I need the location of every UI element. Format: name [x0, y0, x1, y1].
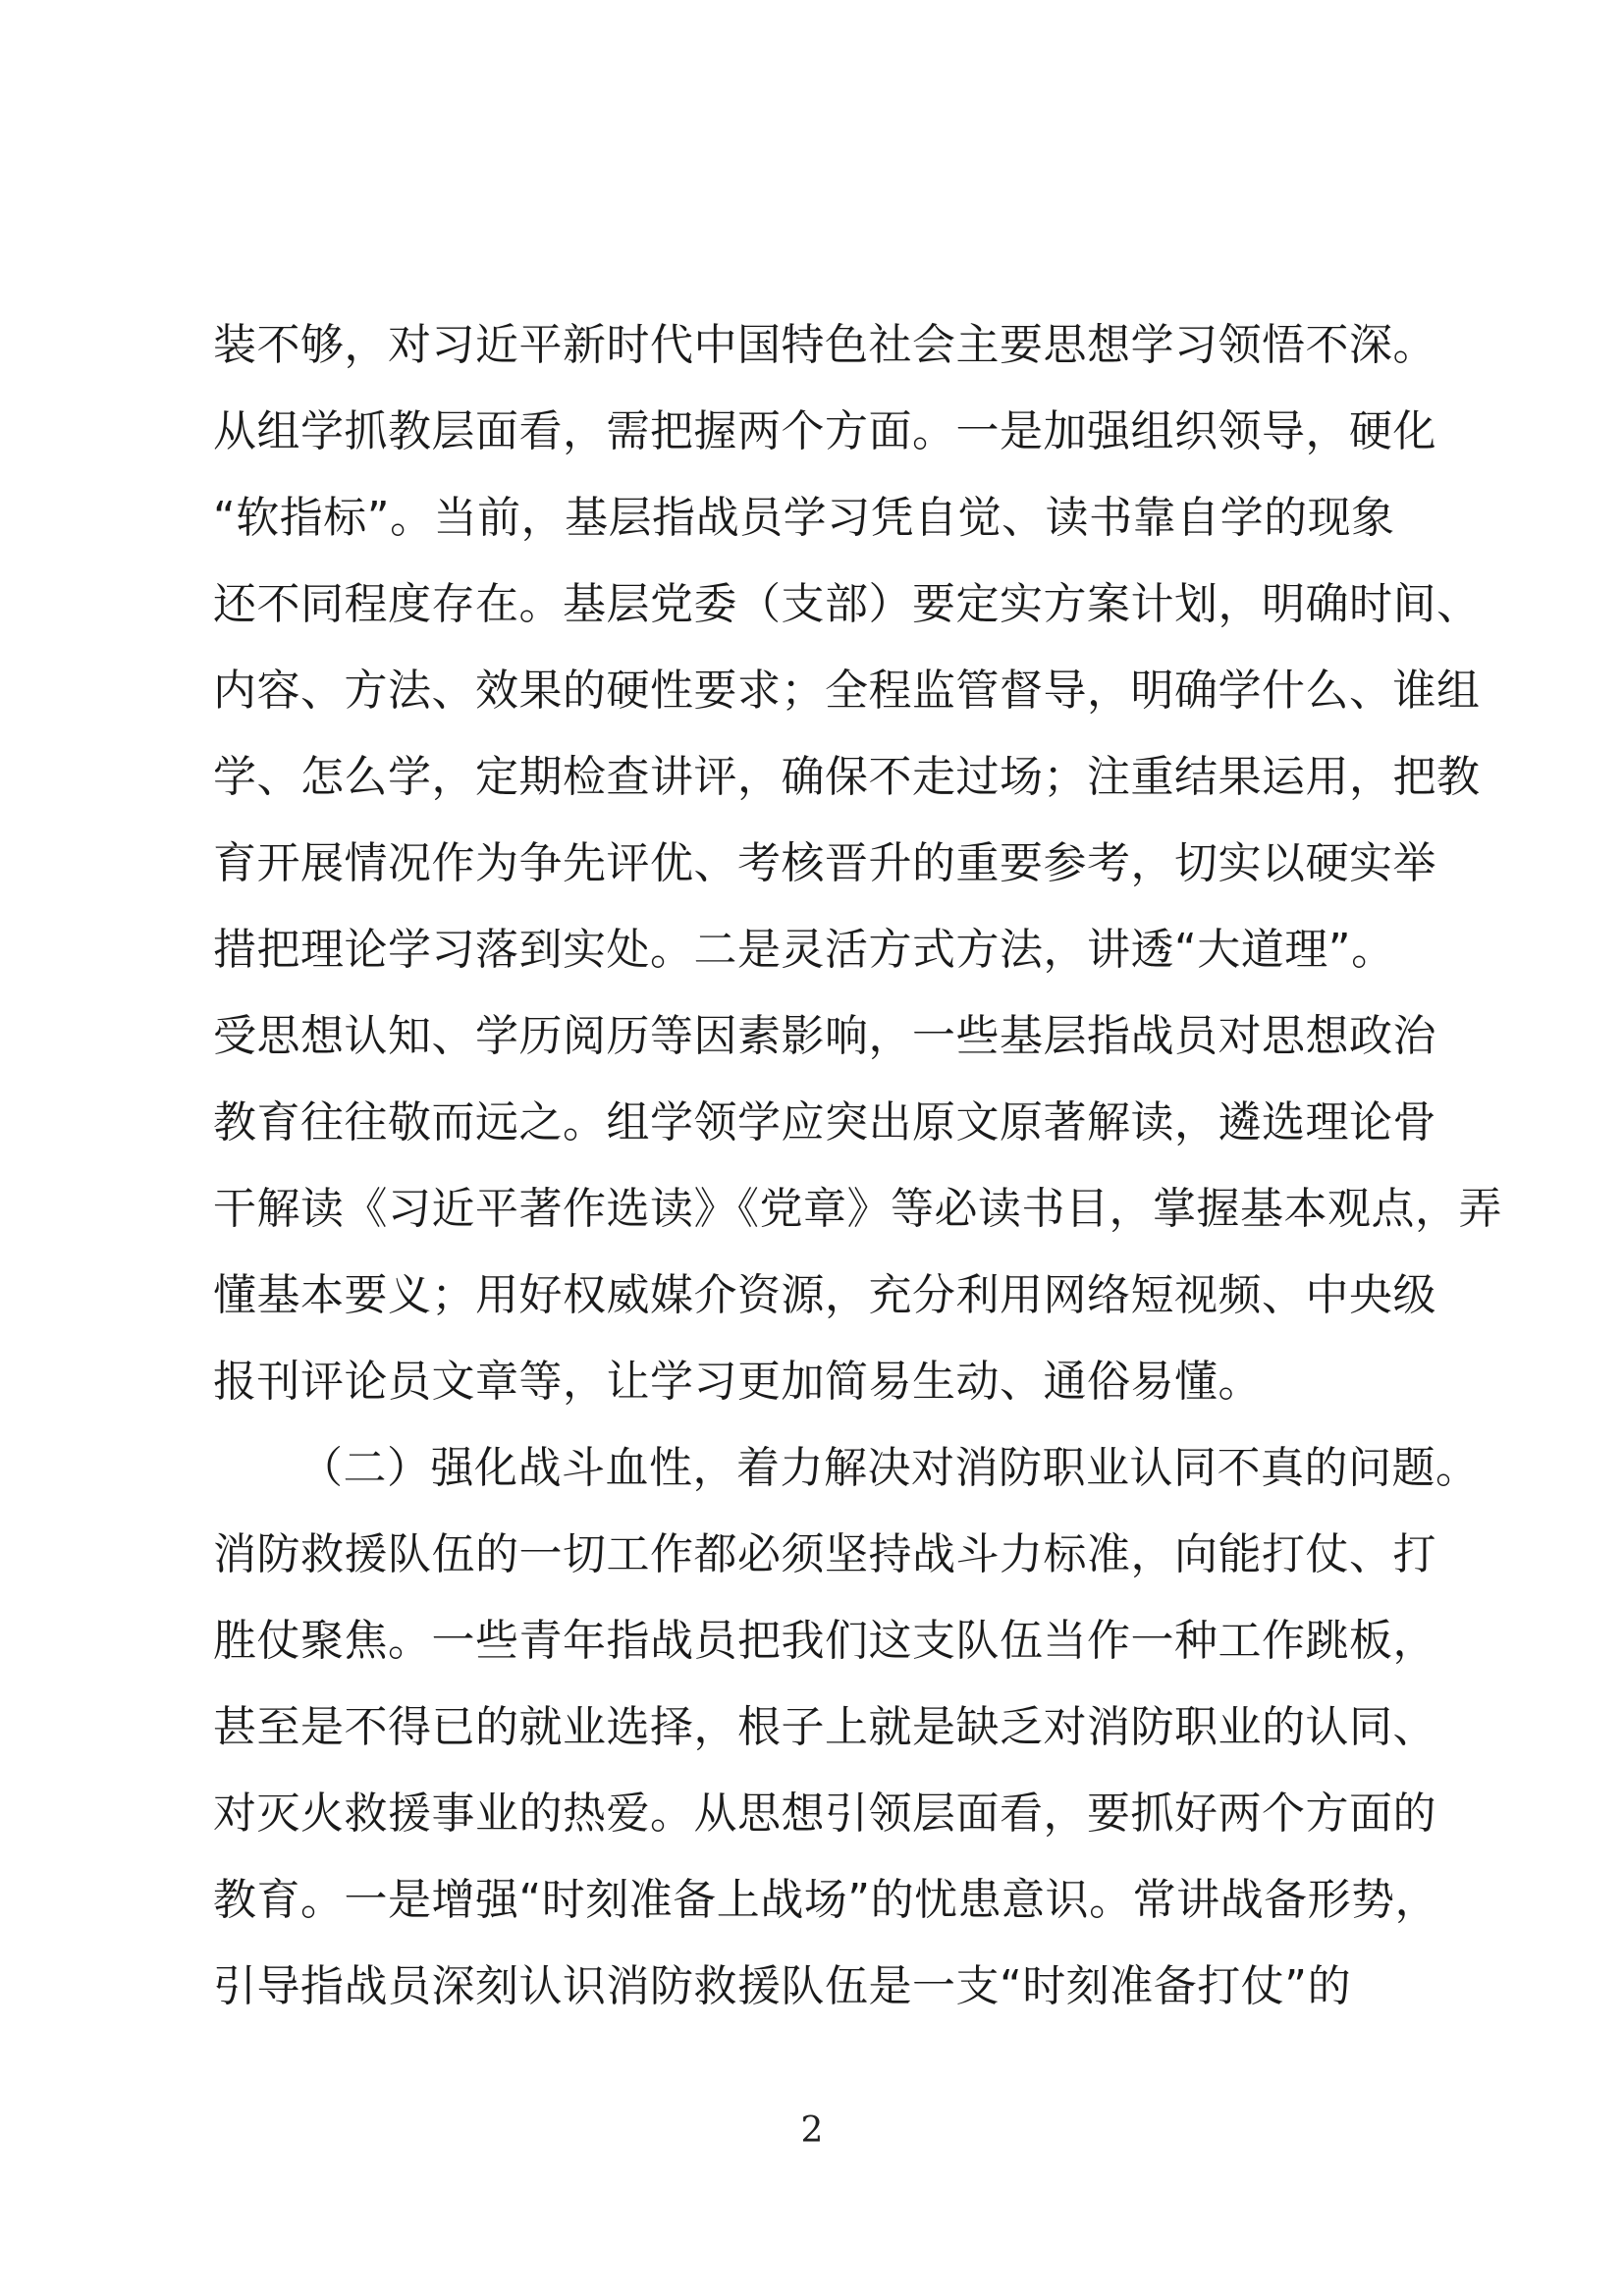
text-line: 教育。一是增强“时刻准备上战场”的忧患意识。常讲战备形势，	[213, 1875, 1439, 1925]
text-line: “软指标”。当前，基层指战员学习凭自觉、读书靠自学的现象	[213, 493, 1395, 543]
text-line: 对灭火救援事业的热爱。从思想引领层面看，要抓好两个方面的	[213, 1789, 1436, 1839]
text-line: 干解读《习近平著作选读》《党章》等必读书目，掌握基本观点，弄	[213, 1184, 1502, 1234]
text-line: 胜仗聚焦。一些青年指战员把我们这支队伍当作一种工作跳板，	[213, 1616, 1436, 1666]
text-line: 受思想认知、学历阅历等因素影响，一些基层指战员对思想政治	[213, 1011, 1436, 1061]
body-text	[213, 302, 1502, 2030]
text-line: 措把理论学习落到实处。二是灵活方式方法，讲透“大道理”。	[213, 925, 1395, 975]
text-line: 从组学抓教层面看，需把握两个方面。一是加强组织领导，硬化	[213, 406, 1436, 456]
text-line: 甚至是不得已的就业选择，根子上就是缺乏对消防职业的认同、	[213, 1702, 1436, 1752]
text-line: 育开展情况作为争先评优、考核晋升的重要参考，切实以硬实举	[213, 838, 1436, 888]
section-heading-line: （二）强化战斗血性，着力解决对消防职业认同不真的问题。	[299, 1443, 1480, 1493]
text-line: 内容、方法、效果的硬性要求；全程监管督导，明确学什么、谁组	[213, 666, 1481, 716]
page-number: 2	[800, 2110, 824, 2151]
text-line: 消防救援队伍的一切工作都必须坚持战斗力标准，向能打仗、打	[213, 1529, 1436, 1579]
text-line: 学、怎么学，定期检查讲评，确保不走过场；注重结果运用，把教	[213, 752, 1481, 802]
text-line: 教育往往敬而远之。组学领学应突出原文原著解读，遴选理论骨	[213, 1097, 1436, 1148]
text-line: 装不够，对习近平新时代中国特色社会主要思想学习领悟不深。	[213, 320, 1436, 370]
text-line: 还不同程度存在。基层党委（支部）要定实方案计划，明确时间、	[213, 579, 1481, 629]
text-line: 引导指战员深刻认识消防救援队伍是一支“时刻准备打仗”的	[213, 1961, 1352, 2011]
text-line: 懂基本要义；用好权威媒介资源，充分利用网络短视频、中央级	[213, 1270, 1436, 1320]
text-line: 报刊评论员文章等，让学习更加简易生动、通俗易懂。	[213, 1357, 1262, 1407]
